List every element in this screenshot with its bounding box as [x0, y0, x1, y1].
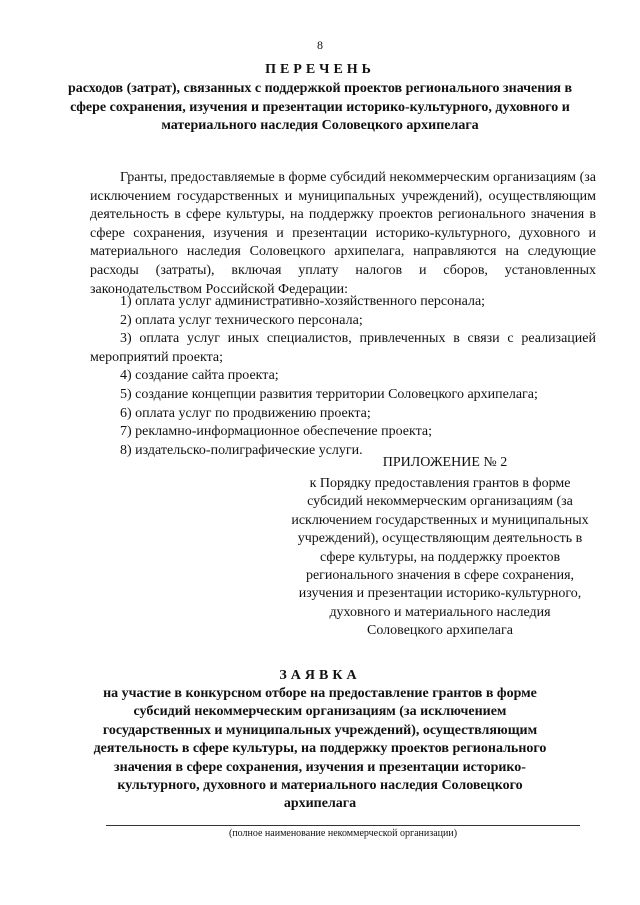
list-subtitle: расходов (затрат), связанных с поддержкой проектов регионального значения в сфере сохранения, изучения и презентации историко-культурного, духовного и материального наследия Соловецкого архипелага [67, 81, 573, 133]
expense-list [90, 293, 596, 460]
list-item: 2) оплата услуг технического персонала; [120, 312, 363, 328]
list-item: 4) создание сайта проекта; [120, 368, 279, 384]
list-item: 3) оплата услуг иных специалистов, привлеченных в связи с реализацией мероприятий проекта; [90, 331, 596, 365]
list-item: 1) оплата услуг административно-хозяйственного персонала; [120, 294, 486, 309]
organization-name-line[interactable] [106, 825, 580, 826]
application-subtitle: на участие в конкурсном отборе на предоставление грантов в форме субсидий некоммерческим организациям (за исключением государственных и муниципальных учреждений), осуществляющим деятельность в сфере культуры, на поддержку проектов регионального значения в сфере сохранения, изучения и презентации историко-культурного, духовного и материального наследия Соловецкого архипелага [93, 686, 547, 812]
list-item: 8) издательско-полиграфические услуги. [120, 442, 363, 458]
page-number: 8 [317, 38, 323, 52]
list-title: ПЕРЕЧЕНЬ [265, 62, 375, 77]
organization-name-caption: (полное наименование некоммерческой организации) [228, 828, 458, 839]
application-title: ЗАЯВКА [279, 668, 361, 683]
intro-paragraph: Гранты, предоставляемые в форме субсидий некоммерческим организациям (за исключением государственных и муниципальных учреждений), осуществляющим деятельность в сфере культуры, на поддержку проектов регионального значения в сфере сохранения, изучения и презентации историко-культурного, духовного и материального наследия Соловецкого архипелага, направляются на следующие расходы (затраты), включая уплату налогов и сборов, установленных законодательством Российской Федерации: [90, 170, 596, 297]
list-item: 6) оплата услуг по продвижению проекта; [120, 405, 371, 421]
appendix-title: ПРИЛОЖЕНИЕ № 2 [382, 455, 508, 470]
list-item: 7) рекламно-информационное обеспечение проекта; [120, 424, 432, 440]
list-item: 5) создание концепции развития территории Соловецкого архипелага; [120, 386, 538, 402]
appendix-text: к Порядку предоставления грантов в форме субсидий некоммерческим организациям (за исключением государственных и муниципальных учреждений), осуществляющим деятельность в сфере культуры, на поддержку проектов регионального значения в сфере сохранения, изучения и презентации историко-культурного, духовного и материального наследия Соловецкого архипелага [291, 476, 589, 639]
